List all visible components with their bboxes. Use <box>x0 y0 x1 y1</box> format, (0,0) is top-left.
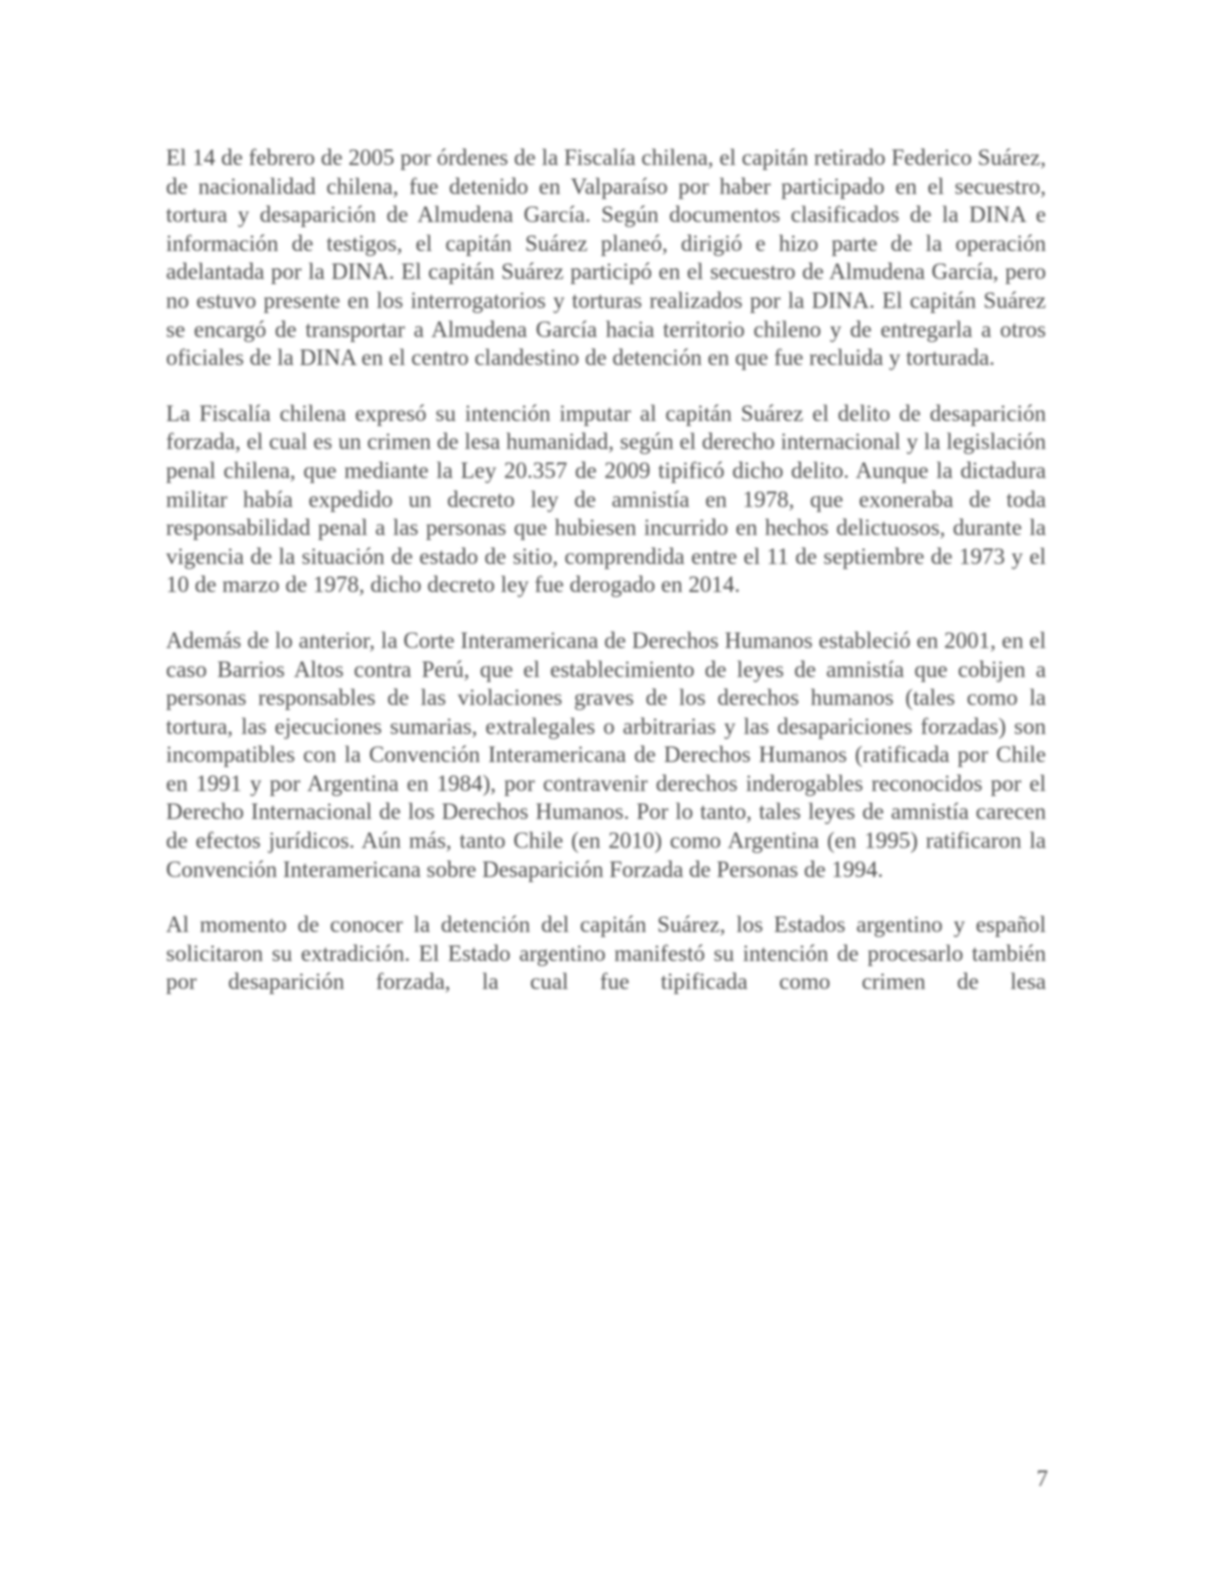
document-body <box>166 144 1046 997</box>
paragraph-1: El 14 de febrero de 2005 por órdenes de la Fiscalía chilena, el capitán retirado Federico Suárez, de nacionalidad chilena, fue detenido en Valparaíso por haber participado en el secuestro, tortura y desaparición de Almudena García. Según documentos clasificados de la DINA e información de testigos, el capitán Suárez planeó, dirigió e hizo parte de la operación adelantada por la DINA. El capitán Suárez participó en el secuestro de Almudena García, pero no estuvo presente en los interrogatorios y torturas realizados por la DINA. El capitán Suárez se encargó de transportar a Almudena García hacia territorio chileno y de entregarla a otros oficiales de la DINA en el centro clandestino de detención en que fue recluida y torturada. <box>166 145 1046 371</box>
paragraph-4: Al momento de conocer la detención del capitán Suárez, los Estados argentino y español solicitaron su extradición. El Estado argentino manifestó su intención de procesarlo también por desaparición forzada, la cual fue tipificada como crimen de lesa <box>166 912 1046 995</box>
paragraph-3: Además de lo anterior, la Corte Interamericana de Derechos Humanos estableció en 2001, en el caso Barrios Altos contra Perú, que el establecimiento de leyes de amnistía que cobijen a personas responsables de las violaciones graves de los derechos humanos (tales como la tortura, las ejecuciones sumarias, extralegales o arbitrarias y las desapariciones forzadas) son incompatibles con la Convención Interamericana de Derechos Humanos (ratificada por Chile en 1991 y por Argentina en 1984), por contravenir derechos inderogables reconocidos por el Derecho Internacional de los Derechos Humanos. Por lo tanto, tales leyes de amnistía carecen de efectos jurídicos. Aún más, tanto Chile (en 2010) como Argentina (en 1995) ratificaron la Convención Interamericana sobre Desaparición Forzada de Personas de 1994. <box>166 627 1046 882</box>
page-number: 7 <box>1036 1466 1048 1491</box>
paragraph-2: La Fiscalía chilena expresó su intención imputar al capitán Suárez el delito de desaparición forzada, el cual es un crimen de lesa humanidad, según el derecho internacional y la legislación penal chilena, que mediante la Ley 20.357 de 2009 tipificó dicho delito. Aunque la dictadura militar había expedido un decreto ley de amnistía en 1978, que exoneraba de toda responsabilidad penal a las personas que hubiesen incurrido en hechos delictuosos, durante la vigencia de la situación de estado de sitio, comprendida entre el 11 de septiembre de 1973 y el 10 de marzo de 1978, dicho decreto ley fue derogado en 2014. <box>166 400 1046 598</box>
